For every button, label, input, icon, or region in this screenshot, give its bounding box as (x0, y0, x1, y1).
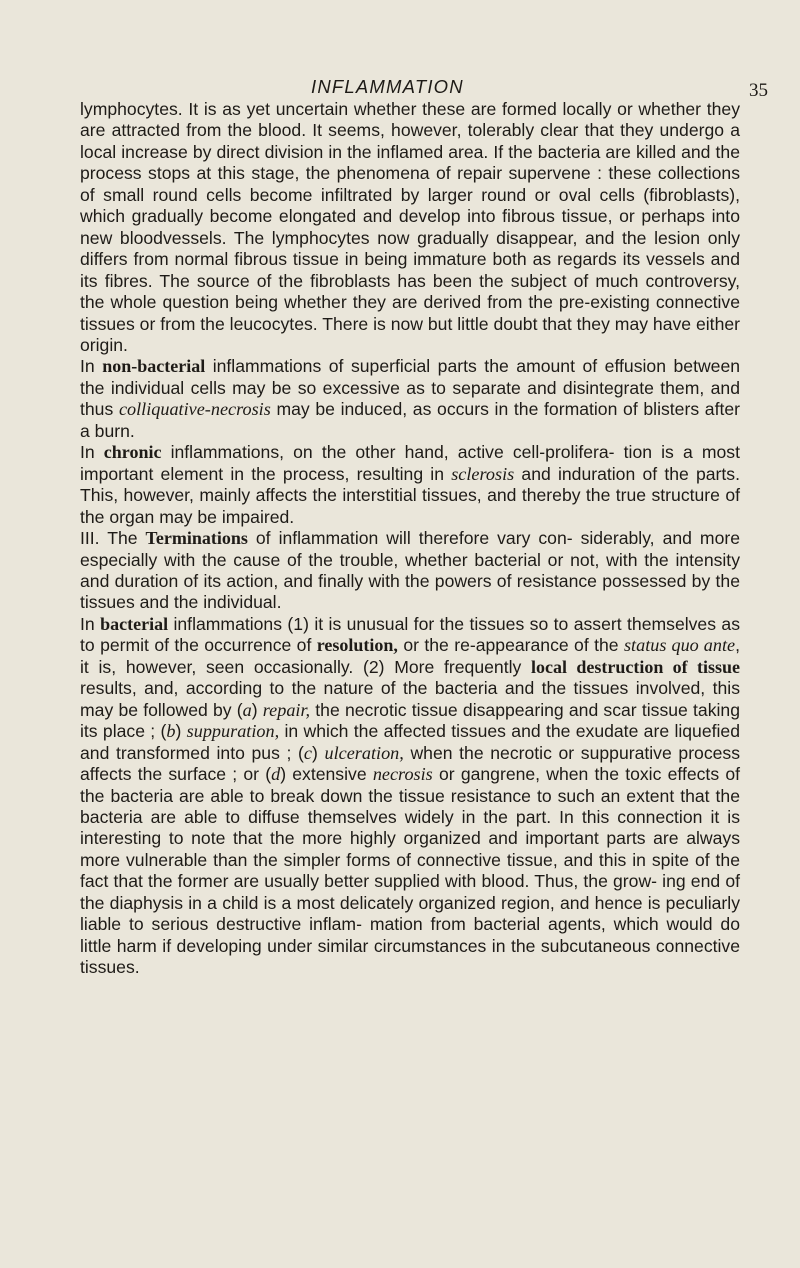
italic-term: repair, (262, 699, 311, 720)
text-run: In (80, 356, 103, 377)
text-run: , it is, however, seen occasionally. (2) More frequently (80, 635, 741, 677)
italic-term: a (242, 699, 252, 720)
text-run: inflammations, on the other hand, active cell-prolifera- tion is a most important element in the process, resulting in (80, 442, 740, 484)
text-run: In (80, 442, 104, 463)
paragraph-terminations (80, 528, 740, 614)
italic-term: sclerosis (451, 463, 515, 484)
paragraph-non-bacterial (80, 356, 740, 442)
text-run: in which the affected tissues and the exudate are liquefied and transformed into pus ; ( (80, 721, 740, 763)
bold-term: non-bacterial (102, 356, 206, 377)
text-run: ) extensive (280, 764, 373, 785)
text-run: ) (175, 721, 187, 742)
italic-term: status quo ante (623, 635, 736, 656)
text-run: ) (312, 742, 325, 763)
bold-term: resolution, (316, 635, 398, 656)
text-run: the necrotic tissue disappearing and scar tissue taking its place ; ( (80, 699, 740, 742)
bold-term: chronic (103, 442, 162, 463)
text-run: inflammations (1) it is unusual for the tissues so to assert themselves as to permit of the occurrence of (80, 613, 741, 656)
italic-term: necrosis (372, 764, 433, 785)
page-number: 35 (749, 80, 768, 101)
text-run: results, and, according to the nature of the bacteria and the tissues involved, this may be followed by ( (80, 678, 740, 720)
text-run: or the re-appearance of the (397, 635, 624, 656)
text-run: In (80, 613, 101, 634)
paragraph-chronic (80, 442, 740, 528)
body-text (80, 99, 740, 979)
text-run: or gangrene, when the toxic effects of the bacteria are able to break down the tissue resistance to such an extent that the bacteria are able to diffuse themselves widely in the part. In this connection it is interesting to note that the more highly organized and important parts are always more vulnerable than the simpler forms of connective tissue, and this in spite of the fact that the former are usually better supplied with blood. Thus, the grow- ing end of the diaphysis in a child is a most delicately organized region, and hence is peculiarly liable to serious destructive inflam- mation from bacterial agents, which would do little harm if developing under similar circumstances in the subcutaneous connective tissues. (80, 764, 740, 978)
bold-term: local destruction of tissue (531, 656, 741, 677)
text-run: may be induced, as occurs in the formation of blisters after a burn. (80, 399, 740, 441)
bold-term: bacterial (100, 613, 169, 634)
text-run: ) (251, 699, 263, 720)
italic-term: d (271, 764, 281, 785)
paragraph-lymphocytes (80, 99, 740, 356)
paragraph-text: lymphocytes. It is as yet uncertain whether these are formed locally or whether they are attracted from the blood. It seems, however, tolerably clear that they undergo a local increase by direct division in the inflamed area. If the bacteria are killed and the process stops at this stage, the phenomena of repair supervene : these collections of small round cells become infiltrated by larger round or oval cells (fibroblasts), which gradually become elongated and develop into fibrous tissue, or perhaps into new bloodvessels. The lymphocytes now gradually disappear, and the lesion only differs from normal fibrous tissue in being immature both as regards its vessels and its fibres. The source of the fibroblasts has been the subject of much controversy, the whole question being whether they are derived from the pre-existing connective tissues or from the leucocytes. There is now but little doubt that they may have either origin. (80, 99, 740, 355)
italic-term: ulceration, (324, 742, 404, 763)
text-run: of inflammation will therefore vary con- siderably, and more especially with the cause of the trouble, whether bacterial or not, with the intensity and duration of its action, and finally with the powers of resistance possessed by the tissues and the individual. (80, 528, 740, 613)
italic-term: b (166, 721, 176, 742)
bold-term: Terminations (145, 528, 248, 549)
italic-term: c (303, 742, 312, 763)
italic-term: suppuration, (186, 721, 280, 742)
text-run: when the necrotic or suppurative process affects the surface ; or ( (80, 742, 741, 785)
text-run: and induration of the parts. This, however, mainly affects the interstitial tissues, and thereby the true structure of the organ may be impaired. (80, 463, 740, 527)
header-title: INFLAMMATION (311, 76, 464, 97)
text-run: inflammations of superficial parts the amount of effusion between the individual cells may be so excessive as to separate and disintegrate them, and thus (80, 356, 741, 420)
text-run: III. The (80, 528, 146, 549)
paragraph-bacterial (80, 614, 740, 979)
italic-term: colliquative-necrosis (118, 399, 271, 420)
